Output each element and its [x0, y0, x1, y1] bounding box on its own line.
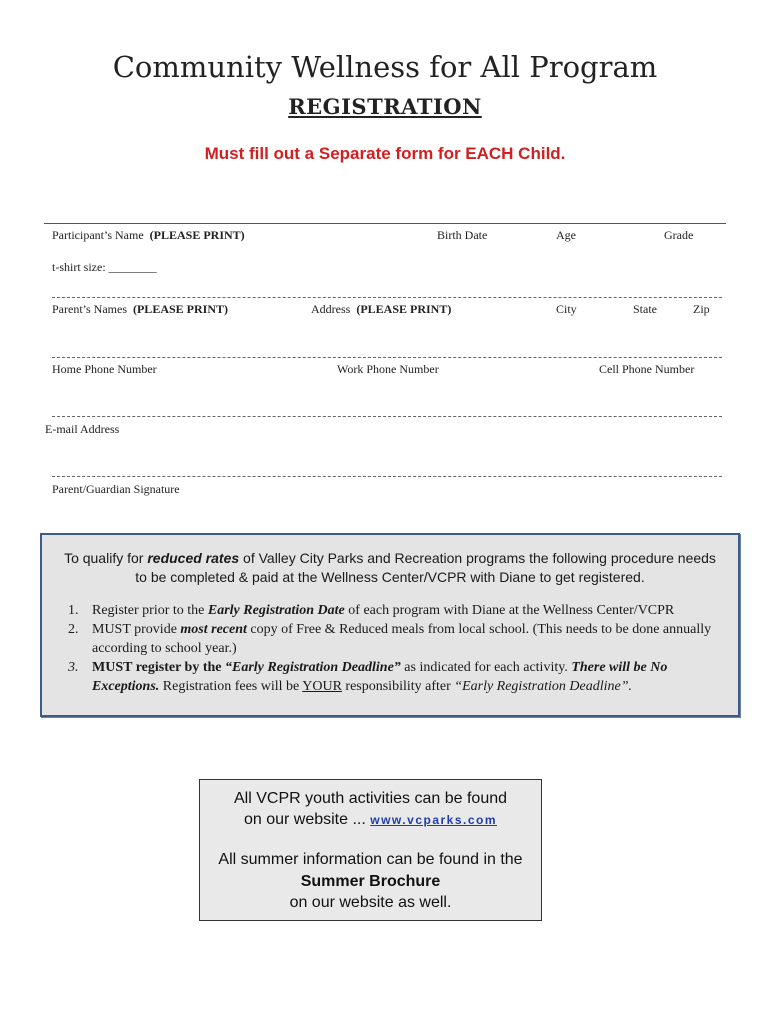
- home-phone-label: Home Phone Number: [52, 362, 157, 376]
- page-title: Community Wellness for All Program: [112, 50, 658, 84]
- website-line-4: on our website as well.: [289, 894, 452, 911]
- email-label: E-mail Address: [45, 422, 120, 436]
- parents-names-label: Parent’s Names (PLEASE PRINT): [52, 302, 228, 316]
- website-line-1: All VCPR youth activities can be found: [233, 790, 508, 807]
- grade-label: Grade: [664, 228, 694, 242]
- website-info-box: [199, 779, 542, 921]
- participant-line[interactable]: [44, 223, 726, 224]
- address-label: Address (PLEASE PRINT): [311, 302, 452, 316]
- website-line-2: on our website ... www.vcparks.com: [243, 811, 498, 828]
- zip-label: Zip: [693, 302, 710, 316]
- website-line-3: All summer information can be found in the: [218, 851, 523, 868]
- signature-line[interactable]: [52, 476, 722, 477]
- age-label: Age: [556, 228, 576, 242]
- reduced-rates-intro: To qualify for reduced rates of Valley City Parks and Recreation programs the following procedure needs to be completed & paid at the Wellness Center/VCPR with Diane to get registered.: [64, 550, 716, 585]
- list-item: 1. Register prior to the Early Registration Date of each program with Diane at the Wellness Center/VCPR: [68, 603, 675, 618]
- signature-label: Parent/Guardian Signature: [52, 482, 180, 496]
- phone-line[interactable]: [52, 357, 722, 358]
- work-phone-label: Work Phone Number: [337, 362, 439, 376]
- vcparks-link[interactable]: www.vcparks.com: [370, 813, 498, 827]
- warning-text: Must fill out a Separate form for EACH Child.: [204, 144, 566, 163]
- list-item: 2. MUST provide most recent copy of Free & Reduced meals from local school. (This needs to be done annually according to school year.): [68, 622, 712, 656]
- procedure-list: [68, 601, 728, 696]
- cell-phone-label: Cell Phone Number: [599, 362, 695, 376]
- list-item: 3. MUST register by the “Early Registration Deadline” as indicated for each activity. There will be No Exceptions. Registration fees will be YOUR responsibility after “Early Registration Deadline”.: [68, 660, 668, 694]
- parent-line[interactable]: [52, 297, 722, 298]
- birth-date-label: Birth Date: [437, 228, 488, 242]
- tshirt-size-field[interactable]: t-shirt size: ________: [52, 260, 157, 274]
- email-line[interactable]: [52, 416, 722, 417]
- state-label: State: [633, 302, 657, 316]
- page-subtitle: REGISTRATION: [288, 94, 482, 119]
- reduced-rates-box: [40, 533, 740, 717]
- city-label: City: [556, 302, 577, 316]
- summer-brochure-label: Summer Brochure: [300, 873, 441, 890]
- participant-name-label: Participant’s Name (PLEASE PRINT): [52, 228, 245, 242]
